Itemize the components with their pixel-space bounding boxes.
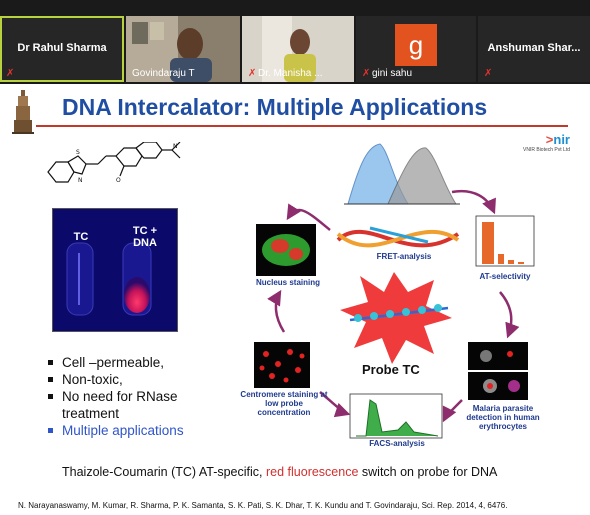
participant-name: Dr Rahul Sharma bbox=[17, 42, 107, 54]
list-item: No need for RNase treatment bbox=[46, 388, 236, 422]
malaria-detection-label: Malaria parasite detection in human erythrocytes bbox=[466, 404, 540, 431]
slide-title: DNA Intercalator: Multiple Applications bbox=[62, 94, 488, 120]
centromere-staining-label: Centromere staining at low probe concentration bbox=[240, 390, 328, 417]
mic-muted-icon: ✗ bbox=[248, 68, 257, 79]
participant-name: Dr. Manisha ... bbox=[258, 68, 323, 79]
logo-subtitle: VNIR Biotech Pvt Ltd bbox=[523, 147, 570, 153]
svg-text:N: N bbox=[173, 143, 178, 150]
participant-tile[interactable] bbox=[356, 16, 476, 82]
at-selectivity-label: AT-selectivity bbox=[479, 272, 531, 281]
mic-muted-icon: ✗ bbox=[362, 68, 371, 79]
institute-logo-icon bbox=[12, 90, 34, 134]
participant-name: Govindaraju T bbox=[132, 68, 195, 79]
list-item: Non-toxic, bbox=[46, 371, 236, 388]
tube-fluorescence-photo bbox=[52, 208, 178, 332]
svg-text:N: N bbox=[78, 177, 83, 184]
slide-summary bbox=[62, 465, 497, 479]
mic-muted-icon: ✗ bbox=[484, 68, 493, 79]
title-divider bbox=[36, 125, 568, 127]
shared-slide bbox=[0, 84, 590, 515]
participant-name: gini sahu bbox=[372, 68, 413, 79]
participant-tile[interactable] bbox=[126, 16, 240, 82]
tube-right-label: TC + DNA bbox=[132, 225, 158, 249]
fret-analysis-label: FRET-analysis bbox=[376, 252, 432, 261]
facs-analysis-label: FACS-analysis bbox=[369, 439, 425, 448]
probe-tc-label: Probe TC bbox=[362, 362, 420, 377]
svg-text:S: S bbox=[76, 149, 80, 156]
participant-strip bbox=[0, 0, 590, 84]
avatar: g bbox=[395, 24, 437, 66]
summary-highlight: red fluorescence bbox=[266, 465, 359, 479]
svg-text:O: O bbox=[116, 177, 121, 184]
applications-figure bbox=[238, 142, 560, 448]
participant-tile[interactable] bbox=[478, 16, 590, 82]
participant-tile[interactable] bbox=[242, 16, 354, 82]
participant-tile[interactable] bbox=[0, 16, 124, 82]
summary-text: Thaizole-Coumarin (TC) AT-specific, bbox=[62, 465, 266, 479]
citation: N. Narayanaswamy, M. Kumar, R. Sharma, P. K. Samanta, S. K. Pati, S. K. Dhar, T. K. Kundu and T. Govindaraju, Sci. Rep. 2014, 4, 6476. bbox=[18, 501, 508, 510]
list-item: Cell –permeable, bbox=[46, 354, 236, 371]
summary-text-end: switch on probe for DNA bbox=[358, 465, 498, 479]
molecule-structure-icon bbox=[40, 142, 190, 202]
list-item: Multiple applications bbox=[46, 422, 236, 439]
nucleus-staining-label: Nucleus staining bbox=[255, 278, 320, 287]
logo-text: nir bbox=[553, 132, 570, 147]
tube-left-label: TC bbox=[73, 231, 89, 243]
feature-list bbox=[46, 354, 236, 439]
company-logo: >nir VNIR Biotech Pvt Ltd bbox=[518, 132, 570, 153]
mic-muted-icon: ✗ bbox=[6, 68, 15, 79]
participant-name: Anshuman Shar... bbox=[487, 42, 581, 54]
